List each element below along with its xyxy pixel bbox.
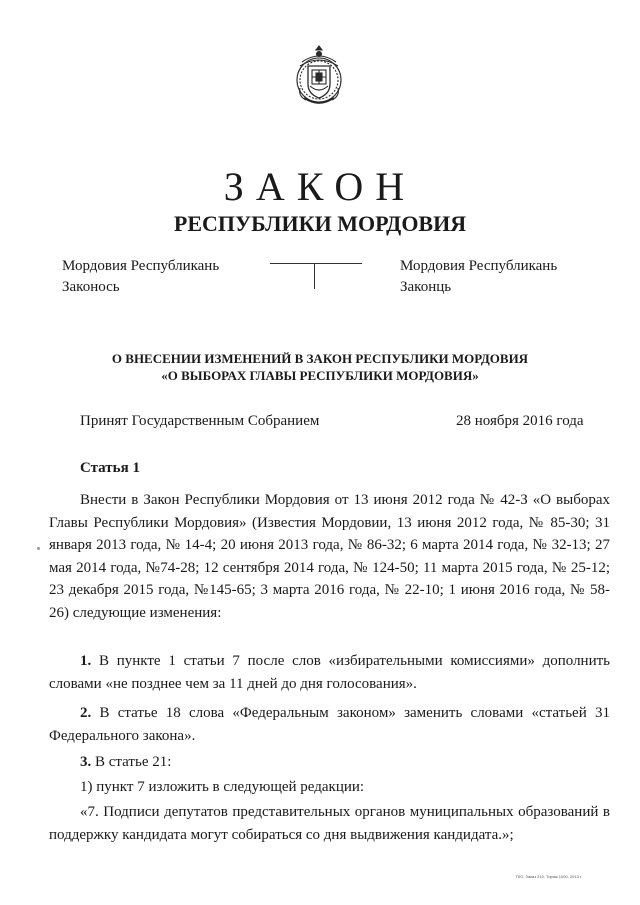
lang-right-line2: Законць — [400, 279, 452, 295]
article-item-1 — [49, 650, 610, 695]
moksha-title-left — [62, 256, 219, 298]
item-2-number: 2. — [80, 705, 92, 721]
article-intro-paragraph: Внести в Закон Республики Мордовия от 13 июня 2012 года № 42-З «О выборах Главы Республики Мордовия» (Известия Мордовии, 13 июня 2012 года, № 85-30; 31 января 2013 года, № 14-4; 20 июня 2013 года, № 86-32; 6 марта 2014 года, № 32-13; 27 мая 2014 года, №74-28; 12 сентября 2014 года, № 124-50; 11 марта 2015 года, № 25-12; 23 декабря 2015 года, №145-65; 3 марта 2016 года, № 22-10; 1 июня 2016 года, № 58-26) следующие изменения: — [49, 492, 610, 621]
print-stamp: ТКО, Заказ 210, Тираж 1000, 2013 г. — [515, 874, 582, 879]
document-subtitle: РЕСПУБЛИКИ МОРДОВИЯ — [173, 211, 467, 236]
article-heading: Статья 1 — [80, 460, 140, 476]
article-subitem-1: 1) пункт 7 изложить в следующей редакции: — [80, 779, 365, 795]
item-1-number: 1. — [80, 653, 92, 669]
lang-right-line1: Мордовия Республикань — [400, 258, 558, 274]
scan-mark — [37, 547, 40, 550]
adoption-date: 28 ноября 2016 года — [456, 413, 584, 429]
document-title: ЗАКОН — [223, 164, 417, 209]
law-subject-line1: О ВНЕСЕНИИ ИЗМЕНЕНИЙ В ЗАКОН РЕСПУБЛИКИ МОРДОВИЯ — [111, 351, 529, 366]
header-divider-horizontal — [270, 263, 362, 264]
erzya-title-right — [400, 256, 557, 298]
header-divider-vertical — [314, 263, 315, 289]
article-item-2 — [49, 702, 610, 747]
item-3-number: 3. — [80, 754, 92, 770]
law-subject-line2: «О ВЫБОРАХ ГЛАВЫ РЕСПУБЛИКИ МОРДОВИЯ» — [161, 368, 479, 383]
item-1-text: В пункте 1 статьи 7 после слов «избирательными комиссиями» дополнить словами «не позднее чем за 11 дней до дня голосования». — [49, 653, 610, 692]
item-3-text: В статье 21: — [91, 754, 172, 770]
lang-left-line1: Мордовия Республикань — [62, 258, 220, 274]
lang-left-line2: Законось — [62, 279, 120, 295]
article-item-3 — [49, 751, 610, 774]
article-quoted-text: «7. Подписи депутатов представительных органов муниципальных образований в поддержку кандидата могут собираться со дня выдвижения кандидата.»; — [49, 804, 610, 843]
coat-of-arms-icon — [288, 42, 350, 110]
item-2-text: В статье 18 слова «Федеральным законом» заменить словами «статьей 31 Федерального закона». — [49, 705, 610, 744]
adopted-by: Принят Государственным Собранием — [80, 413, 320, 429]
